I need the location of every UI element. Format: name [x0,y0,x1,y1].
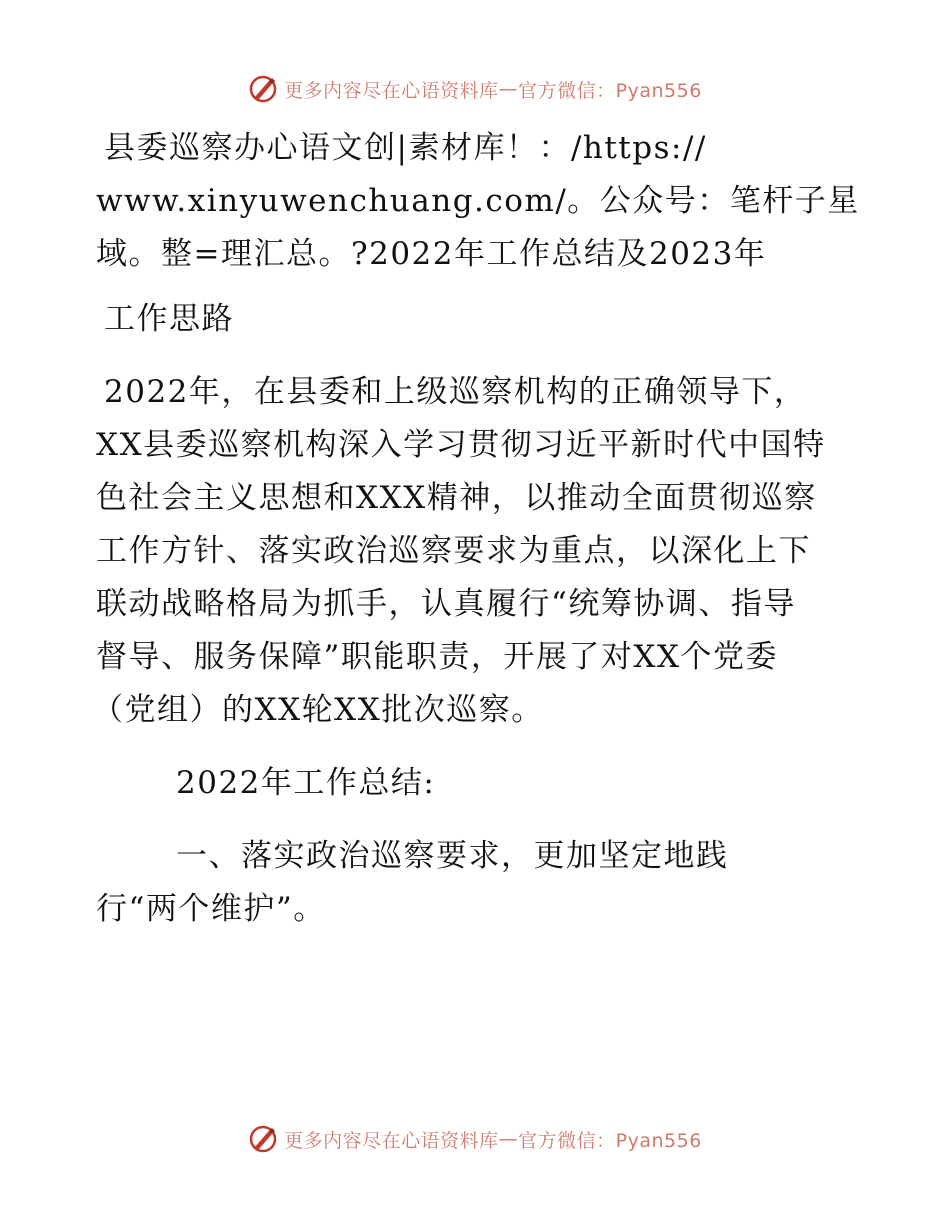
subsection-line-1: 一、落实政治巡察要求，更加坚定地践 [176,838,729,874]
doc-para-line-3: 色社会主义思想和XXX精神，以推动全面贯彻巡察 [96,480,817,516]
document-body [92,122,876,936]
doc-para-line-7: （党组）的XX轮XX批次巡察。 [92,692,544,728]
watermark-dash: — [498,78,519,100]
doc-para-line-2: XX县委巡察机构深入学习贯彻习近平新时代中国特 [96,427,826,463]
watermark-main-text: 更多内容尽在心语资料库 [284,1129,499,1152]
watermark-sub-text: 官方微信：Pyan556 [518,79,702,102]
watermark-main-text: 更多内容尽在心语资料库 [284,79,499,102]
doc-title-line: 工作思路 [104,301,234,337]
writing-hand-logo-icon [248,1124,278,1154]
header-watermark [0,74,950,104]
section-heading: 2022年工作总结: [176,765,436,801]
doc-para-line-4: 工作方针、落实政治巡察要求为重点，以深化上下 [96,533,811,569]
doc-para-line-5: 联动战略格局为抓手，认真履行“统筹协调、指导 [96,586,796,622]
doc-line-3: 域。整=理汇总。?2022年工作总结及2023年 [96,236,767,272]
doc-line-2: www.xinyuwenchuang.com/。公众号：笔杆子星 [96,183,860,219]
subsection-line-2: 行“两个维护”。 [96,891,326,927]
watermark-dash: — [498,1128,519,1150]
doc-para-line-6: 督导、服务保障”职能职责，开展了对XX个党委 [96,639,778,675]
footer-watermark [0,1124,950,1154]
doc-line-1: 县委巡察办心语文创|素材库！：/https:// [104,130,707,166]
doc-para-line-1: 2022年，在县委和上级巡察机构的正确领导下， [104,374,807,410]
watermark-sub-text: 官方微信：Pyan556 [518,1129,702,1152]
writing-hand-logo-icon [248,74,278,104]
